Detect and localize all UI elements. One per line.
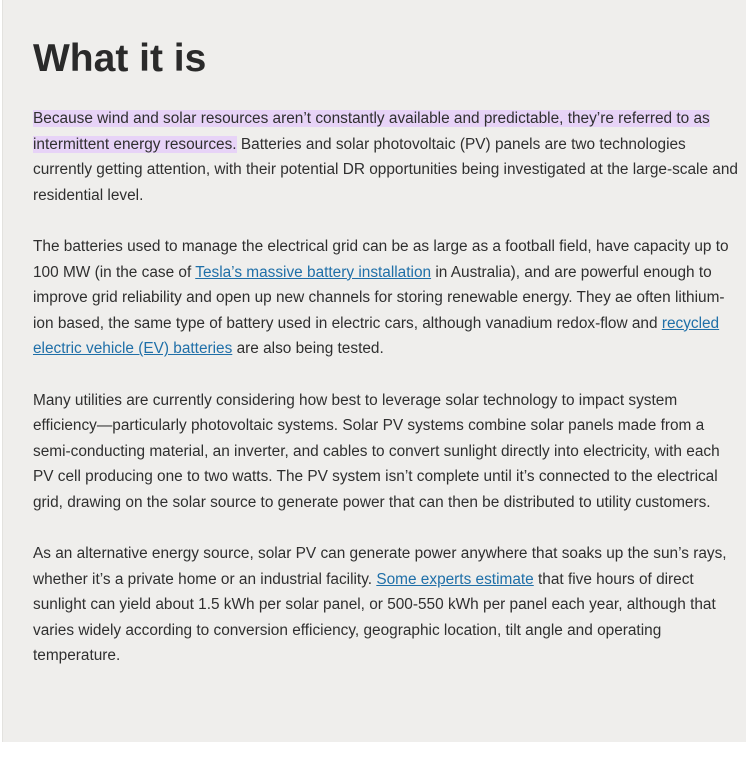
paragraph-solar-pv-output: [33, 541, 739, 669]
paragraph-text: Batteries and solar photovoltaic (PV) panels are two technologies currently getting attention, with their potential DR opportunities being investigated at the large-scale and residential level.: [33, 135, 738, 204]
paragraph-text: are also being tested.: [232, 340, 384, 358]
paragraph-text: that five hours of direct sunlight can yield about 1.5 kWh per solar panel, or 500-550 kWh per panel each year, although that varies widely according to conversion efficiency, geographic location, tilt angle and operating temperature.: [33, 570, 716, 665]
paragraph-batteries: [33, 234, 739, 362]
paragraph-text: in Australia), and are powerful enough to improve grid reliability and open up new channels for storing renewable energy. They ae often lithium-ion based, the same type of battery used in electric cars, although vanadium redox-flow and: [33, 263, 725, 332]
experts-estimate-link[interactable]: Some experts estimate: [376, 570, 534, 588]
paragraph-solar-pv-systems: [33, 388, 739, 516]
article-content: [33, 34, 739, 669]
recycled-ev-batteries-link[interactable]: recycled electric vehicle (EV) batteries: [33, 314, 720, 358]
highlighted-text: Because wind and solar resources aren’t constantly available and predictable, they’re referred to as intermittent energy resources.: [33, 110, 710, 153]
tesla-battery-link[interactable]: Tesla’s massive battery installation: [195, 263, 432, 281]
paragraph-intermittent-resources: [33, 106, 739, 208]
section-heading: What it is: [33, 37, 207, 80]
paragraph-text: The batteries used to manage the electrical grid can be as large as a football field, have capacity up to 100 MW (in the case of: [33, 237, 729, 281]
paragraph-text: Many utilities are currently considering how best to leverage solar technology to impact system efficiency—particularly photovoltaic systems. Solar PV systems combine solar panels made from a semi-conducting material, an inverter, and cables to convert sunlight directly into electricity, with each PV cell producing one to two watts. The PV system isn’t complete until it’s connected to the electrical grid, drawing on the solar source to generate power that can then be distributed to utility customers.: [33, 391, 720, 511]
article-section: [2, 0, 746, 742]
paragraph-text: As an alternative energy source, solar PV can generate power anywhere that soaks up the sun’s rays, whether it’s a private home or an industrial facility.: [33, 545, 727, 588]
